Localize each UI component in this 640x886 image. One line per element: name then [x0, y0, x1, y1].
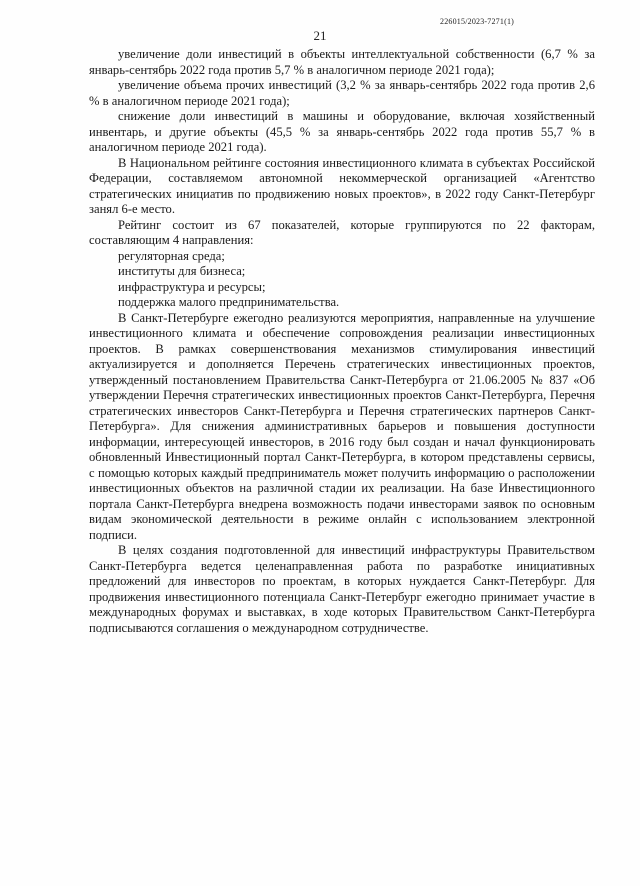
paragraph-other-investments: увеличение объема прочих инвестиций (3,2 % за январь-сентябрь 2022 года против 2,6 % в аналогичном периоде 2021 года);: [89, 78, 595, 108]
list-item-business-institutions: институты для бизнеса;: [118, 264, 246, 278]
list-item-regulatory-environment: регуляторная среда;: [118, 248, 225, 263]
paragraph-ip-investments: увеличение доли инвестиций в объекты интеллектуальной собственности (6,7 % за январь-сентябрь 2022 года против 5,7 % в аналогичном периоде 2021 года);: [89, 47, 595, 77]
document-body: [89, 47, 595, 636]
paragraph-rating-structure: Рейтинг состоит из 67 показателей, которые группируются по 22 факторам, составляющим 4 направления:: [89, 217, 595, 247]
list-item-infrastructure-resources: инфраструктура и ресурсы;: [118, 279, 266, 294]
list-item-small-business-support: поддержка малого предпринимательства.: [118, 295, 340, 309]
paragraph-national-rating: В Национальном рейтинге состояния инвестиционного климата в субъектах Российской Федерации, составляемом автономной некоммерческой организацией «Агентство стратегических инициатив по продвижению новых проектов», в 2022 году Санкт-Петербург занял 6-е место.: [89, 155, 595, 216]
page-number: 21: [313, 28, 327, 43]
paragraph-investment-climate-measures: В Санкт-Петербурге ежегодно реализуются мероприятия, направленные на улучшение инвестиционного климата и обеспечение сопровождения реализации инвестиционных проектов. В рамках совершенствования механизмов стимулирования инвестиций актуализируется и дополняется Перечень стратегических инвестиционных проектов, утвержденный постановлением Правительства Санкт-Петербурга от 21.06.2005 № 837 «Об утверждении Перечня стратегических инвестиционных проектов Санкт-Петербурга, Перечня стратегических инвесторов Санкт-Петербурга и Перечня стратегических партнеров Санкт-Петербурга». Для снижения административных барьеров и повышения доступности информации, интересующей инвесторов, в 2016 году был создан и начал функционировать обновленный Инвестиционный портал Санкт-Петербурга, в котором представлены сервисы, с помощью которых каждый предприниматель может получить информацию о расположении инвестиционных объектов на различной стадии их реализации. На базе Инвестиционного портала Санкт-Петербурга внедрена возможность подачи инвесторами заявок по основным видам экономической деятельности в режиме онлайн с использованием электронной подписи.: [89, 310, 595, 542]
paragraph-infrastructure-proposals: В целях создания подготовленной для инвестиций инфраструктуры Правительством Санкт-Петербурга ведется целенаправленная работа по разработке инициативных предложений для инвесторов по проектам, в которых нуждается Санкт-Петербург. Для продвижения инвестиционного потенциала Санкт-Петербург ежегодно принимает участие в международных форумах и выставках, в ходе которых Правительством Санкт-Петербурга подписываются соглашения о международном сотрудничестве.: [89, 543, 595, 635]
document-registration-number: 226015/2023-7271(1): [440, 17, 515, 26]
paragraph-machinery-investments: снижение доли инвестиций в машины и оборудование, включая хозяйственный инвентарь, и другие объекты (45,5 % за январь-сентябрь 2022 года против 55,7 % в аналогичном периоде 2021 года).: [89, 109, 595, 154]
